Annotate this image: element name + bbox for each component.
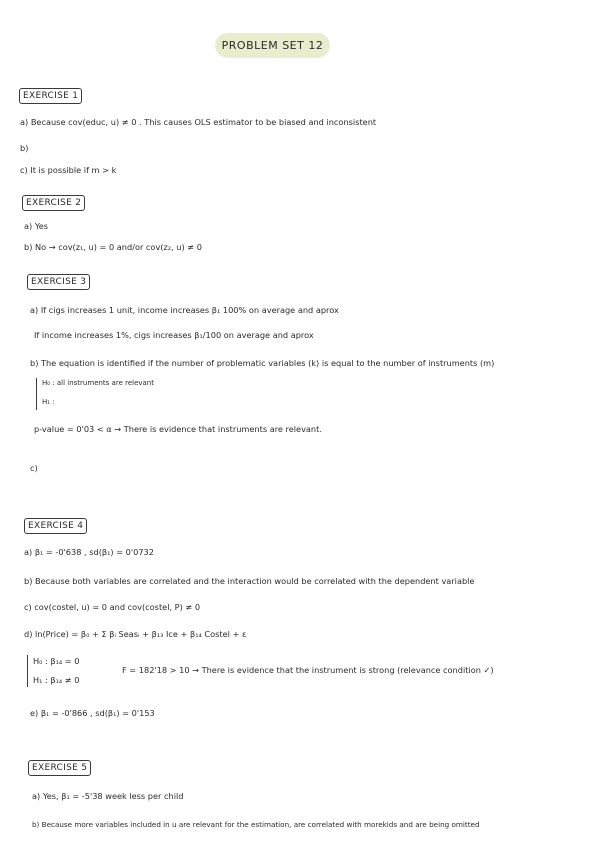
exercise-1-answer-c: c) It is possible if m > k xyxy=(20,165,117,175)
exercise-3-answer-b: b) The equation is identified if the number of problematic variables (k) is equal to the number of instruments (m) xyxy=(30,358,495,368)
hypothesis-brace xyxy=(27,655,28,687)
exercise-2-heading: EXERCISE 2 xyxy=(22,195,85,211)
exercise-1-answer-b: b) xyxy=(20,143,29,153)
exercise-4-answer-d: d) ln(Price) = β₀ + Σ βᵢ Seasᵢ + β₁₃ Ice + β₁₄ Costel + ε xyxy=(24,629,247,639)
exercise-2-answer-a: a) Yes xyxy=(24,221,49,231)
exercise-2-answer-b: b) No → cov(z₁, u) = 0 and/or cov(z₂, u) ≠ 0 xyxy=(24,242,202,252)
exercise-4-h0: H₀ : β₁₄ = 0 xyxy=(33,656,80,666)
exercise-4-answer-b: b) Because both variables are correlated and the interaction would be correlated with the dependent variable xyxy=(24,576,475,586)
exercise-4-answer-e: e) β₁ = -0'866 , sd(β₁) = 0'153 xyxy=(30,708,155,718)
exercise-5-answer-a: a) Yes, β₁ = -5'38 week less per child xyxy=(32,791,184,801)
exercise-3-h1: H₁ : xyxy=(42,398,55,406)
exercise-5-answer-b: b) Because more variables included in u are relevant for the estimation, are correlated with morekids and are being omitted xyxy=(32,820,480,829)
exercise-4-h1: H₁ : β₁₄ ≠ 0 xyxy=(33,675,80,685)
exercise-3-answer-c: c) xyxy=(30,463,38,473)
page-title: PROBLEM SET 12 xyxy=(215,33,330,58)
exercise-3-answer-a2: If income increases 1%, cigs increases β₁/100 on average and aprox xyxy=(34,330,314,340)
exercise-3-h0: H₀ : all instruments are relevant xyxy=(42,379,154,387)
exercise-4-heading: EXERCISE 4 xyxy=(24,518,87,534)
exercise-1-heading: EXERCISE 1 xyxy=(19,88,82,104)
hypothesis-brace xyxy=(36,378,37,410)
exercise-3-heading: EXERCISE 3 xyxy=(27,274,90,290)
exercise-4-answer-a: a) β₁ = -0'638 , sd(β₁) = 0'0732 xyxy=(24,547,154,557)
exercise-4-f-test: F = 182'18 > 10 → There is evidence that the instrument is strong (relevance condition ✓) xyxy=(122,665,494,675)
exercise-4-answer-c: c) cov(costel, u) = 0 and cov(costel, P) ≠ 0 xyxy=(24,602,201,612)
exercise-1-answer-a: a) Because cov(educ, u) ≠ 0 . This causes OLS estimator to be biased and inconsistent xyxy=(20,117,377,127)
exercise-5-heading: EXERCISE 5 xyxy=(28,760,91,776)
exercise-3-answer-a1: a) If cigs increases 1 unit, income increases β₁ 100% on average and aprox xyxy=(30,305,339,315)
exercise-3-pvalue: p-value = 0'03 < α → There is evidence that instruments are relevant. xyxy=(34,424,322,434)
